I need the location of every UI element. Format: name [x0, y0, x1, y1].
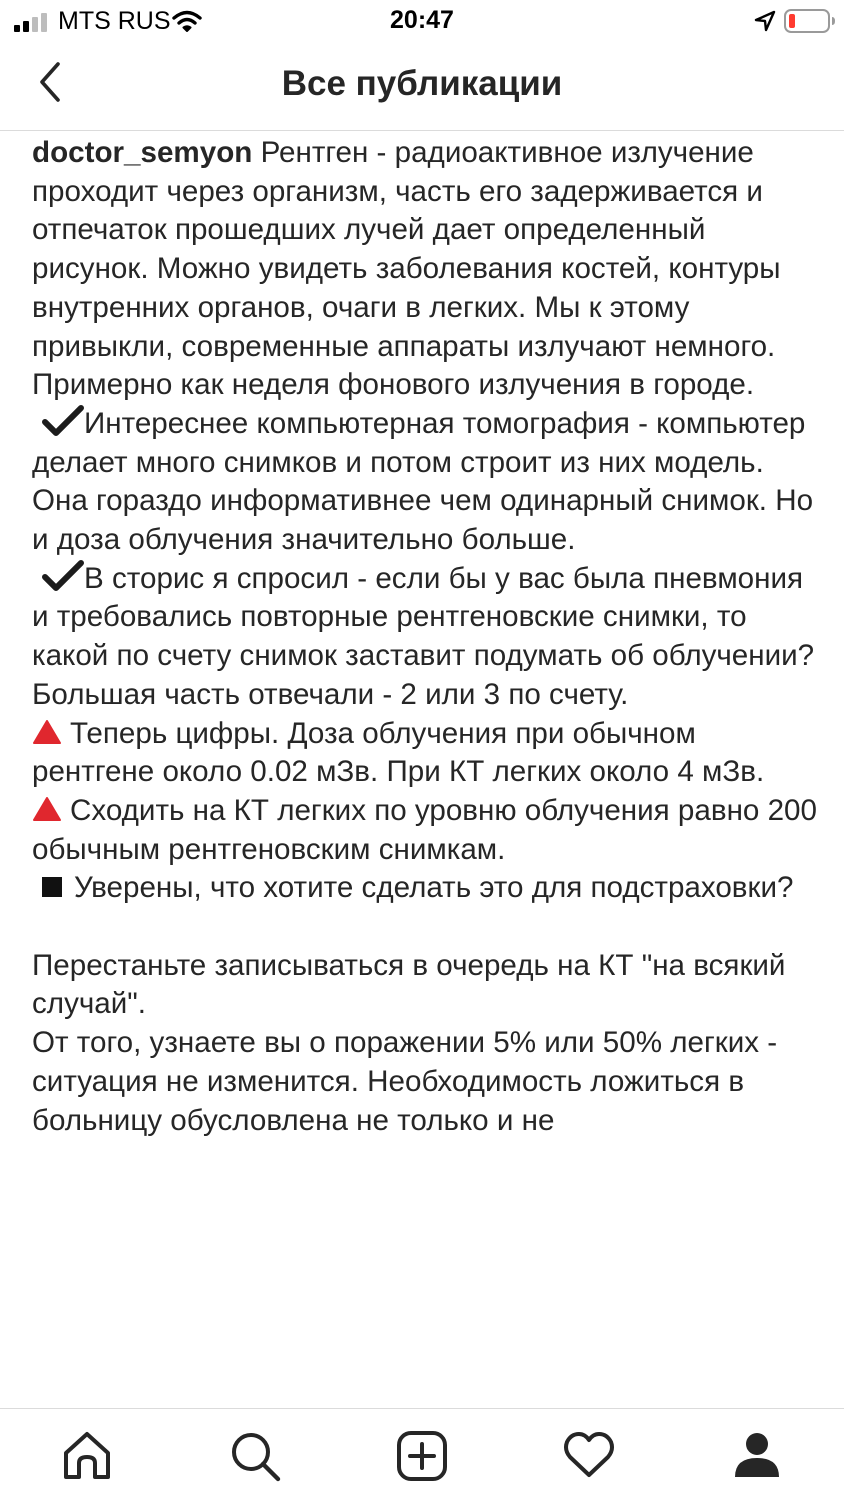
red-triangle-icon	[32, 796, 62, 822]
caption-paragraph-6	[32, 869, 822, 908]
heavy-check-mark-icon	[42, 405, 84, 437]
caption-paragraph-5	[32, 792, 822, 869]
new-post-icon	[395, 1429, 449, 1483]
profile-icon	[730, 1429, 784, 1483]
caption-paragraph-4	[32, 715, 822, 792]
carrier-name: MTS RUS	[58, 7, 171, 35]
username-link[interactable]: doctor_semyon	[32, 136, 253, 169]
caption-paragraph-8	[32, 1024, 822, 1140]
heavy-check-mark-icon	[42, 560, 84, 592]
nav-header	[0, 44, 844, 131]
caption-text-1: Рентген - радиоактивное излучение проходит через организм, часть его задерживается и отпечаток прошедших лучей дает определенный рисунок. Можно увидеть заболевания костей, контуры внутренних органов, очаги в легких. Мы к этому привыкли, современные аппараты излучают немного. Примерно как неделя фонового излучения в городе.	[32, 136, 781, 402]
status-time: 20:47	[390, 6, 454, 34]
caption-paragraph-2	[32, 405, 822, 560]
caption-text-7: Перестаньте записываться в очередь на КТ "на всякий случай".	[32, 948, 786, 1021]
caption-text-3: В сторис я спросил - если бы у вас была пневмония и требовались повторные рентгеновские снимки, то какой по счету снимок заставит подумать об облучении? Большая часть отвечали - 2 или 3 по счету.	[32, 561, 815, 711]
caption-text-5: Сходить на КТ легких по уровню облучения равно 200 обычным рентгеновским снимкам.	[32, 793, 817, 866]
status-bar	[0, 0, 844, 44]
tab-home[interactable]	[60, 1429, 114, 1483]
caption-text-4: Теперь цифры. Доза облучения при обычном рентгене около 0.02 мЗв. При КТ легких около 4 мЗв.	[32, 716, 765, 789]
caption-text-2: Интереснее компьютерная томография - компьютер делает много снимков и потом строит из них модель. Она гораздо информативнее чем одинарный снимок. Но и доза облучения значительно больше.	[32, 406, 814, 557]
heart-icon	[562, 1429, 616, 1483]
tab-new-post[interactable]	[395, 1429, 449, 1483]
black-square-icon	[42, 877, 62, 897]
caption-paragraph-3	[32, 560, 822, 715]
caption-text-6: Уверены, что хотите сделать это для подстраховки?	[74, 871, 794, 905]
blank-line	[32, 908, 822, 947]
search-icon	[228, 1429, 282, 1483]
page-title: Все публикации	[281, 64, 563, 103]
red-triangle-icon	[32, 719, 62, 745]
post-caption	[32, 134, 822, 1140]
tab-profile[interactable]	[730, 1429, 784, 1483]
home-icon	[60, 1429, 114, 1483]
caption-paragraph-7	[32, 947, 822, 1024]
caption-text-8: От того, узнаете вы о поражении 5% или 50% легких - ситуация не изменится. Необходимость ложиться в больницу обусловлена не только и не	[32, 1026, 778, 1137]
bottom-tab-bar	[0, 1408, 844, 1500]
tab-search[interactable]	[228, 1429, 282, 1483]
tab-activity[interactable]	[562, 1429, 616, 1483]
battery-low-icon	[784, 9, 836, 33]
location-arrow-icon	[754, 10, 776, 32]
caption-paragraph-1	[32, 134, 822, 405]
